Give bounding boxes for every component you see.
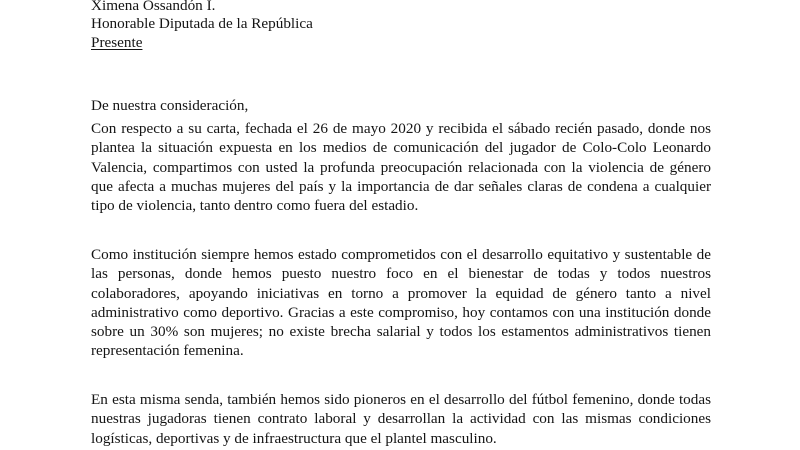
paragraph-1: Con respecto a su carta, fechada el 26 de mayo 2020 y recibida el sábado recién pasado, donde nos plantea la situación expuesta en los medios de comunicación del jugador de Colo-Colo Leonardo Valencia, compartimos con usted la profunda preocupación relacionada con la violencia de género que afecta a muchas mujeres del país y la importancia de dar señales claras de condena a cualquier tipo de violencia, tanto dentro como fuera del estadio. xyxy=(91,120,711,215)
recipient-title: Honorable Diputada de la República xyxy=(91,15,313,32)
paragraph-3: En esta misma senda, también hemos sido pioneros en el desarrollo del fútbol femenino, donde todas nuestras jugadoras tienen contrato laboral y desarrollan la actividad con las mismas condiciones logísticas, deportivas y de infraestructura que el plantel masculino. xyxy=(91,391,711,447)
salutation: De nuestra consideración, xyxy=(91,97,249,114)
paragraph-2: Como institución siempre hemos estado comprometidos con el desarrollo equitativo y sustentable de las personas, donde hemos puesto nuestro foco en el bienestar de todas y todos nuestros colaboradores, apoyando iniciativas en torno a promover la equidad de género tanto a nivel administrativo como deportivo. Gracias a este compromiso, hoy contamos con una institución donde sobre un 30% son mujeres; no existe brecha salarial y todos los estamentos administrativos tienen representación femenina. xyxy=(91,246,711,360)
recipient-presente: Presente xyxy=(91,34,143,51)
recipient-name: Ximena Ossandón I. xyxy=(91,0,216,14)
